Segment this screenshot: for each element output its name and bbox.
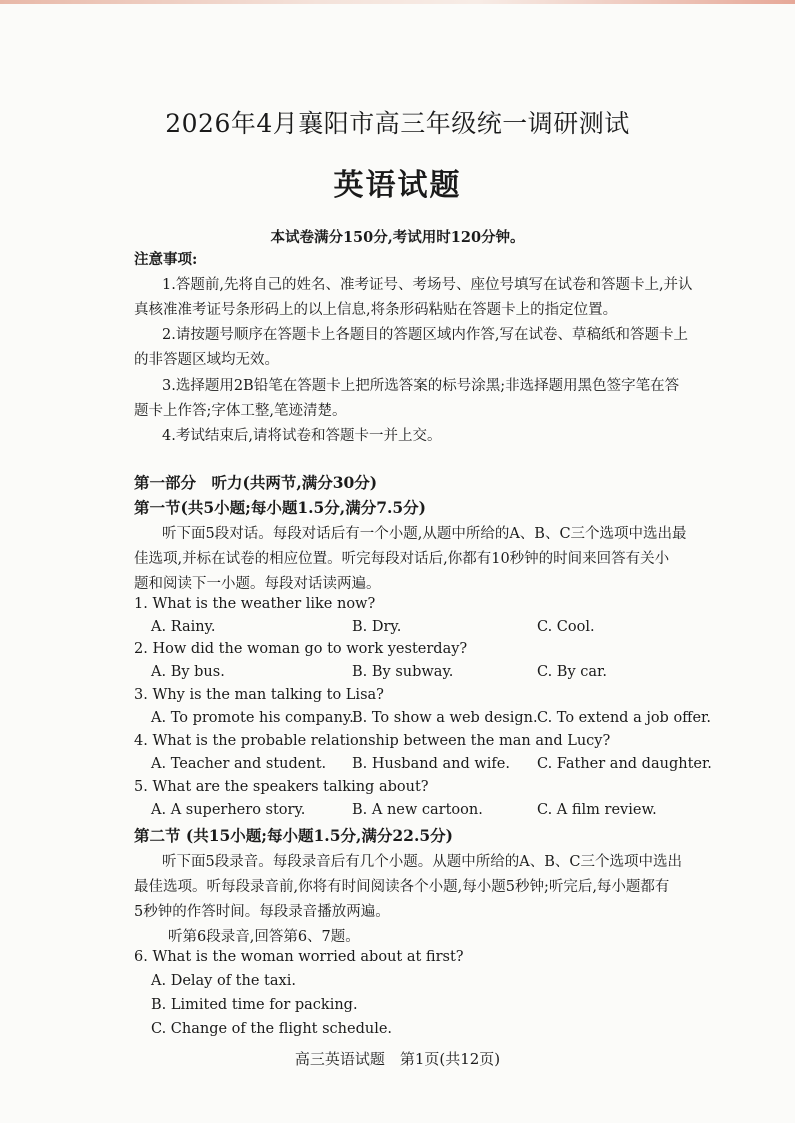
q4-option-b: B. Husband and wife. — [352, 756, 510, 772]
section2-instruction-3: 5秒钟的作答时间。每段录音播放两遍。 — [134, 904, 390, 920]
q5-option-a: A. A superhero story. — [151, 802, 306, 818]
q3-option-b: B. To show a web design. — [352, 710, 538, 726]
q1-option-a: A. Rainy. — [151, 619, 216, 635]
q6-option-c: C. Change of the flight schedule. — [151, 1021, 393, 1037]
note-2-line2: 的非答题区域均无效。 — [134, 352, 279, 368]
q2-option-b: B. By subway. — [352, 664, 454, 680]
section2-heading: 第二节 (共15小题;每小题1.5分,满分22.5分) — [134, 826, 453, 845]
q2-option-a: A. By bus. — [151, 664, 225, 680]
q4-option-c: C. Father and daughter. — [537, 756, 712, 772]
q5-option-c: C. A film review. — [537, 802, 657, 818]
q5-option-b: B. A new cartoon. — [352, 802, 483, 818]
q2-option-c: C. By car. — [537, 664, 607, 680]
note-1-line2: 真核准准考证号条形码上的以上信息,将条形码粘贴在答题卡上的指定位置。 — [134, 302, 618, 318]
section2-instruction-1: 听下面5段录音。每段录音后有几个小题。从题中所给的A、B、C三个选项中选出 — [162, 854, 682, 870]
notes-heading: 注意事项: — [134, 251, 198, 268]
section2-instruction-2: 最佳选项。听每段录音前,你将有时间阅读各个小题,每小题5秒钟;听完后,每小题都有 — [134, 879, 670, 895]
page-footer: 高三英语试题 第1页(共12页) — [294, 1050, 501, 1068]
subject-title: 英语试题 — [333, 168, 462, 203]
question-2: 2. How did the woman go to work yesterday? — [134, 641, 468, 657]
q6-option-a: A. Delay of the taxi. — [151, 973, 296, 989]
q6-option-b: B. Limited time for packing. — [151, 997, 358, 1013]
q3-option-c: C. To extend a job offer. — [537, 710, 712, 726]
note-2-line1: 2.请按题号顺序在答题卡上各题目的答题区域内作答,写在试卷、草稿纸和答题卡上 — [162, 327, 688, 343]
question-5: 5. What are the speakers talking about? — [134, 779, 429, 795]
question-1: 1. What is the weather like now? — [134, 596, 376, 612]
section1-instruction-1: 听下面5段对话。每段对话后有一个小题,从题中所给的A、B、C三个选项中选出最 — [162, 526, 687, 542]
note-1-line1: 1.答题前,先将自己的姓名、准考证号、考场号、座位号填写在试卷和答题卡上,并认 — [162, 277, 693, 293]
note-3-line2: 题卡上作答;字体工整,笔迹清楚。 — [134, 403, 347, 419]
question-6: 6. What is the woman worried about at first? — [134, 949, 464, 965]
exam-title: 2026年4月襄阳市高三年级统一调研测试 — [165, 109, 630, 138]
section1-heading: 第一节(共5小题;每小题1.5分,满分7.5分) — [134, 498, 427, 517]
note-4: 4.考试结束后,请将试卷和答题卡一并上交。 — [162, 428, 442, 444]
note-3-line1: 3.选择题用2B铅笔在答题卡上把所选答案的标号涂黑;非选择题用黑色签字笔在答 — [162, 378, 680, 394]
section2-sub-instruction: 听第6段录音,回答第6、7题。 — [168, 929, 360, 945]
q1-option-c: C. Cool. — [537, 619, 595, 635]
q1-option-b: B. Dry. — [352, 619, 402, 635]
q4-option-a: A. Teacher and student. — [151, 756, 327, 772]
question-3: 3. Why is the man talking to Lisa? — [134, 687, 384, 703]
part1-heading: 第一部分 听力(共两节,满分30分) — [134, 473, 378, 492]
question-4: 4. What is the probable relationship between the man and Lucy? — [134, 733, 611, 749]
section1-instruction-3: 题和阅读下一小题。每段对话读两遍。 — [134, 576, 381, 592]
q3-option-a: A. To promote his company. — [151, 710, 354, 726]
section1-instruction-2: 佳选项,并标在试卷的相应位置。听完每段对话后,你都有10秒钟的时间来回答有关小 — [134, 551, 670, 567]
exam-info: 本试卷满分150分,考试用时120分钟。 — [270, 229, 525, 246]
